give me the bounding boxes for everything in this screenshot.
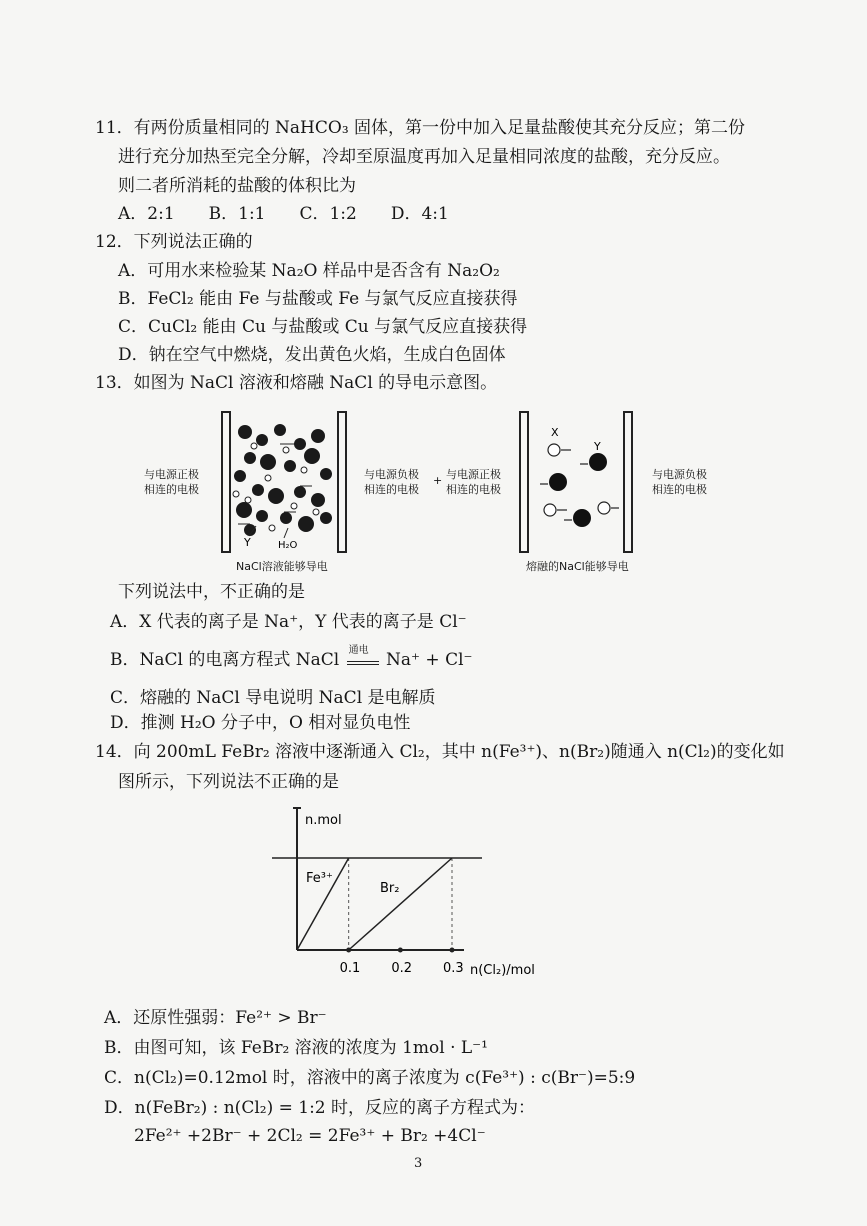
x-tick-mark-0 bbox=[346, 948, 351, 953]
q13-option-d: D．推测 H₂O 分子中，O 相对显负电性 bbox=[110, 713, 411, 733]
fig-right-neg-1: 与电源负极 bbox=[652, 468, 707, 481]
q12-option-a: A．可用水来检验某 Na₂O 样品中是否含有 Na₂O₂ bbox=[118, 261, 500, 281]
y-axis-label: n.mol bbox=[305, 813, 342, 828]
q13-option-b-arrow bbox=[347, 645, 379, 665]
q12-option-b: B．FeCl₂ 能由 Fe 与盐酸或 Fe 与氯气反应直接获得 bbox=[118, 289, 518, 309]
q11-line2: 进行充分加热至完全分解，冷却至原温度再加入足量相同浓度的盐酸，充分反应。 bbox=[118, 147, 730, 167]
molten-ions bbox=[544, 444, 610, 527]
q12-option-d: D．钠在空气中燃烧，发出黄色火焰，生成白色固体 bbox=[118, 345, 506, 365]
q13-option-b bbox=[110, 645, 473, 670]
fig-caption-left: NaCl溶液能够导电 bbox=[236, 560, 328, 573]
q14-line1: 14．向 200mL FeBr₂ 溶液中逐渐通入 Cl₂，其中 n(Fe³⁺)、n(Br₂)随通入 n(Cl₂)的变化如 bbox=[95, 742, 785, 762]
q12-option-c: C．CuCl₂ 能由 Cu 与盐酸或 Cu 与氯气反应直接获得 bbox=[118, 317, 528, 337]
fig-label-h2o: H₂O bbox=[278, 540, 298, 551]
fig-label-x: X bbox=[551, 426, 559, 439]
q11-options: A．2:1 B．1:1 C．1:2 D．4:1 bbox=[118, 204, 449, 224]
q13-sub: 下列说法中，不正确的是 bbox=[118, 582, 305, 602]
fig-label-y: Y bbox=[244, 536, 251, 549]
q11-line1: 11．有两份质量相同的 NaHCO₃ 固体，第一份中加入足量盐酸使其充分反应；第二份 bbox=[95, 118, 746, 138]
q12-stem: 12．下列说法正确的 bbox=[95, 232, 253, 252]
q14-option-d: D．n(FeBr₂) : n(Cl₂) = 1:2 时，反应的离子方程式为： bbox=[104, 1098, 536, 1118]
fig-mid-pos-1: 与电源正极 bbox=[446, 468, 501, 481]
q14-chart bbox=[0, 800, 867, 1000]
q13-option-b-post: Na⁺ + Cl⁻ bbox=[386, 650, 473, 670]
x-tick-mark-2 bbox=[450, 948, 455, 953]
q11-line3: 则二者所消耗的盐酸的体积比为 bbox=[118, 176, 356, 196]
fig-mid-neg-2: 相连的电极 bbox=[364, 483, 419, 496]
solution-ions bbox=[234, 424, 332, 536]
x-axis-label: n(Cl₂)/mol bbox=[470, 963, 535, 978]
fig-plus: + bbox=[433, 474, 443, 487]
q13-option-c: C．熔融的 NaCl 导电说明 NaCl 是电解质 bbox=[110, 688, 436, 708]
fig-caption-right: 熔融的NaCl能够导电 bbox=[526, 560, 629, 573]
fig-left-pos-1: 与电源正极 bbox=[144, 468, 199, 481]
fig-mid-pos-2: 相连的电极 bbox=[446, 483, 501, 496]
q14-option-a: A．还原性强弱：Fe²⁺ > Br⁻ bbox=[104, 1008, 327, 1028]
x-tick-mark-1 bbox=[398, 948, 403, 953]
fig-mid-neg-1: 与电源负极 bbox=[364, 468, 419, 481]
q14-line2: 图所示，下列说法不正确的是 bbox=[118, 772, 339, 792]
q14-option-d-equation: 2Fe²⁺ +2Br⁻ + 2Cl₂ = 2Fe³⁺ + Br₂ +4Cl⁻ bbox=[134, 1126, 486, 1146]
q14-option-b: B．由图可知，该 FeBr₂ 溶液的浓度为 1mol · L⁻¹ bbox=[104, 1038, 488, 1058]
series-label-1: Br₂ bbox=[380, 881, 400, 896]
x-tick-label-1: 0.2 bbox=[391, 961, 413, 976]
q13-stem: 13．如图为 NaCl 溶液和熔融 NaCl 的导电示意图。 bbox=[95, 373, 498, 393]
series-label-0: Fe³⁺ bbox=[306, 871, 333, 886]
q14-option-c: C．n(Cl₂)=0.12mol 时，溶液中的离子浓度为 c(Fe³⁺) : c(Br⁻)=5:9 bbox=[104, 1068, 636, 1088]
x-tick-label-2: 0.3 bbox=[443, 961, 464, 976]
page-number: 3 bbox=[414, 1156, 423, 1171]
fig-right-neg-2: 相连的电极 bbox=[652, 483, 707, 496]
q13-option-b-pre: B．NaCl 的电离方程式 NaCl bbox=[110, 650, 340, 670]
fig-label-y-molten: Y bbox=[594, 440, 601, 453]
q13-option-a: A．X 代表的离子是 Na⁺，Y 代表的离子是 Cl⁻ bbox=[110, 612, 467, 632]
x-tick-label-0: 0.1 bbox=[339, 961, 361, 976]
q13-option-b-cond: 通电 bbox=[348, 645, 369, 656]
q13-conduction-figure bbox=[0, 400, 867, 580]
series-line-1 bbox=[349, 858, 452, 950]
fig-left-pos-2: 相连的电极 bbox=[144, 483, 199, 496]
